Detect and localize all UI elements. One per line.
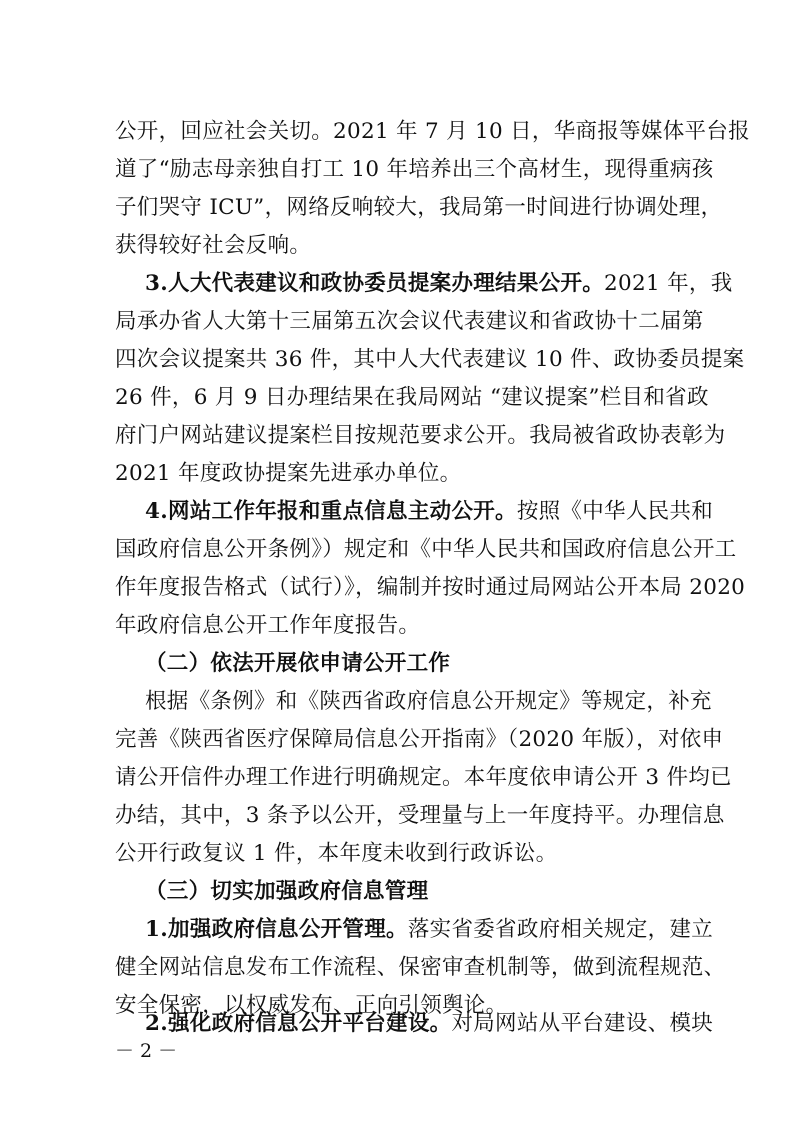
paragraph-line: 请公开信件办理工作进行明确规定。本年度依申请公开 3 件均已	[115, 765, 732, 790]
paragraph-line: 安全保密，以权威发布、正向引领舆论。	[115, 993, 508, 1018]
paragraph-line	[145, 492, 715, 532]
paragraph-line: 办结，其中，3 条予以公开，受理量与上一年度持平。办理信息	[115, 803, 725, 828]
paragraph-line: 获得较好社会反响。	[115, 233, 312, 258]
paragraph-line: 道了“励志母亲独自打工 10 年培养出三个高材生，现得重病孩	[115, 157, 714, 182]
item-title: 1.加强政府信息公开管理。	[145, 917, 408, 942]
paragraph-line: 公开，回应社会关切。2021 年 7 月 10 日，华商报等媒体平台报	[115, 119, 750, 144]
item-text: 2021 年，我	[604, 271, 733, 296]
page-number: － 2 －	[115, 1040, 178, 1062]
paragraph-line: 公开行政复议 1 件，本年度未收到行政诉讼。	[115, 841, 558, 866]
paragraph-line: 作年度报告格式（试行）》，编制并按时通过局网站公开本局 2020	[115, 575, 746, 600]
paragraph-line	[145, 264, 733, 304]
paragraph-line: 26 件，6 月 9 日办理结果在我局网站 “建议提案”栏目和省政	[115, 385, 709, 410]
item-text: 落实省委省政府相关规定，建立	[407, 917, 714, 942]
paragraph-line: 2021 年度政协提案先进承办单位。	[115, 461, 462, 486]
item-title: 2.强化政府信息公开平台建设。	[145, 1011, 452, 1036]
paragraph-line: 国政府信息公开条例》）规定和《中华人民共和国政府信息公开工	[115, 537, 737, 562]
paragraph-line: 完善《陕西省医疗保障局信息公开指南》（2020 年版），对依申	[115, 727, 724, 752]
paragraph-line: 府门户网站建议提案栏目按规范要求公开。我局被省政协表彰为	[115, 423, 726, 448]
item-title: 3.人大代表建议和政协委员提案办理结果公开。	[145, 271, 605, 296]
section-heading: （二）依法开展依申请公开工作	[145, 651, 451, 676]
paragraph-line: 局承办省人大第十三届第五次会议代表建议和省政协十二届第	[115, 309, 704, 334]
item-text: 按照《中华人民共和	[516, 499, 714, 524]
item-title: 4.网站工作年报和重点信息主动公开。	[145, 499, 517, 524]
paragraph-line	[145, 1004, 715, 1044]
paragraph-line: 年政府信息公开工作年度报告。	[115, 613, 421, 638]
paragraph-line: 健全网站信息发布工作流程、保密审查机制等，做到流程规范、	[115, 955, 726, 980]
item-text: 对局网站从平台建设、模块	[451, 1011, 714, 1036]
paragraph-line: 根据《条例》和《陕西省政府信息公开规定》等规定，补充	[145, 689, 712, 714]
paragraph-line: 子们哭守 ICU”，网络反响较大，我局第一时间进行协调处理，	[115, 195, 723, 220]
paragraph-line	[145, 910, 715, 950]
paragraph-line: 四次会议提案共 36 件，其中人大代表建议 10 件、政协委员提案	[115, 347, 745, 372]
section-heading: （三）切实加强政府信息管理	[145, 879, 429, 904]
